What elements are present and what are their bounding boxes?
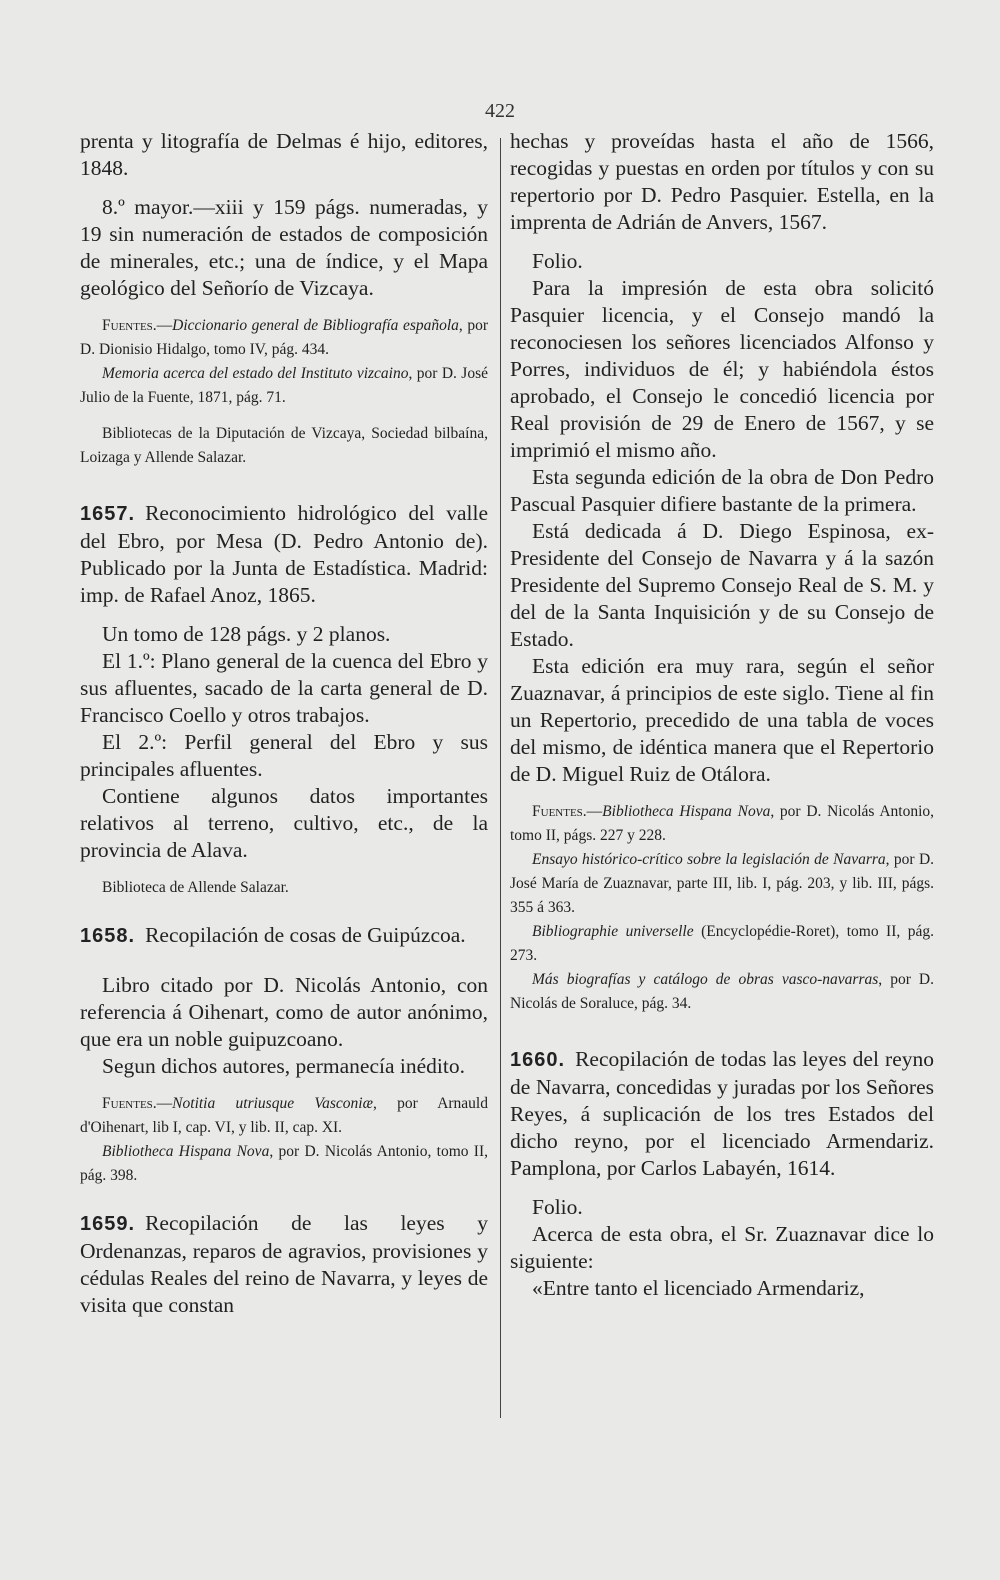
edition-note: Esta segunda edición de la obra de Don Pedro Pascual Pasquier difiere bastante de la primera. [510,465,934,516]
entry-1657-plan-1: El 1.º: Plano general de la cuenca del Ebro y sus afluentes, sacado de la carta general de D. Francisco Coello y otros trabajos. [80,649,488,727]
entry-1657-contents: Contiene algunos datos importantes relativos al terreno, cultivo, etc., de la provincia de Alava. [80,784,488,862]
entry-number: 1658. [80,925,136,947]
rarity-note: Esta edición era muy rara, según el señor Zuaznavar, á principios de este siglo. Tiene al fin un Repertorio, precedido de una tabla de voces del mismo, de idéntica manera que el Repertorio de D. Miguel Ruiz de Otálora. [510,654,934,786]
entry-1660-quote: «Entre tanto el licenciado Armendariz, [532,1276,865,1300]
entry-1658-status: Segun dichos autores, permanecía inédito. [102,1054,466,1078]
entry-number: 1657. [80,503,136,525]
entry-1658-note: Libro citado por D. Nicolás Antonio, con referencia á Oihenart, como de autor anónimo, que era un noble guipuzcoano. [80,973,488,1051]
library-holdings: Bibliotecas de la Diputación de Vizcaya, Sociedad bilbaína, Loizaga y Allende Salazar. [80,425,488,466]
entry-1658-sources-2: Bibliotheca Hispana Nova, por D. Nicolás Antonio, tomo II, pág. 398. [80,1143,489,1184]
dedication-note: Está dedicada á D. Diego Espinosa, ex-Presidente del Consejo de Navarra y á la sazón Presidente del Supremo Consejo Real de S. M. y del de la Santa Inquisición y de su Consejo de Estado. [510,519,934,651]
sources-1659-2: Ensayo histórico-crítico sobre la legislación de Navarra, por D. José María de Zuaznavar, parte III, lib. I, pág. 203, y lib. III, págs. 355 á 363. [510,851,935,916]
license-note: Para la impresión de esta obra solicitó Pasquier licencia, y el Consejo mandó la reconociesen los señores licenciados Alfonso y Porres, individuos de él; y habiéndola éstos aprobado, el Consejo le concedió licencia por Real provisión de 29 de Enero de 1567, y se imprimió el mismo año. [510,276,934,462]
continued-entry-text: prenta y litografía de Delmas é hijo, editores, 1848. [80,129,488,180]
physical-description: 8.º mayor.—xiii y 159 págs. numeradas, y 19 sin numeración de estados de composición de minerales, etc.; una de índice, y el Mapa geológico del Señorío de Vizcaya. [80,195,488,300]
sources-note-2: Memoria acerca del estado del Instituto vizcaino, por D. José Julio de la Fuente, 1871, pág. 71. [80,365,488,406]
entry-1660-format: Folio. [532,1195,583,1219]
column-divider [500,138,501,1418]
entry-title: Recopilación de las leyes y Ordenanzas, reparos de agravios, provisiones y cédulas Reales del reino de Navarra, y leyes de visita que constan [80,1211,488,1317]
entry-1658-sources: Fuentes.—Notitia utriusque Vasconiæ, por Arnauld d'Oihenart, lib I, cap. VI, y lib. II, cap. XI. [80,1095,488,1136]
page-number: 422 [485,100,515,122]
entry-title: Recopilación de todas las leyes del reyno de Navarra, concedidas y juradas por los Señores Reyes, á suplicación de los tres Estados del dicho reyno, por el licenciado Armendariz. Pamplona, por Carlos Labayén, 1614. [510,1047,934,1180]
sources-1659-3: Bibliographie universelle (Encyclopédie-Roret), tomo II, pág. 273. [510,923,934,964]
entry-1660-note: Acerca de esta obra, el Sr. Zuaznavar dice lo siguiente: [510,1222,934,1273]
entry-1660 [510,1046,934,1182]
entry-number: 1659. [80,1213,136,1235]
entry-title: Reconocimiento hidrológico del valle del Ebro, por Mesa (D. Pedro Antonio de). Publicado por la Junta de Estadística. Madrid: imp. de Rafael Anoz, 1865. [80,501,488,607]
entry-1658 [80,922,488,950]
format-note: Folio. [532,249,583,273]
entry-number: 1660. [510,1049,566,1071]
entry-1657-extent: Un tomo de 128 págs. y 2 planos. [102,622,391,646]
sources-note: Fuentes.—Diccionario general de Bibliografía española, por D. Dionisio Hidalgo, tomo IV, pág. 434. [80,317,488,358]
entry-1657 [80,500,488,609]
entry-1657-plan-2: El 2.º: Perfil general del Ebro y sus principales afluentes. [80,730,488,781]
right-column [510,128,934,1302]
continued-entry-title: hechas y proveídas hasta el año de 1566, recogidas y puestas en orden por títulos y con su repertorio por D. Pedro Pasquier. Estella, en la imprenta de Adrián de Anvers, 1567. [510,129,934,234]
entry-title: Recopilación de cosas de Guipúzcoa. [145,923,466,947]
sources-1659-4: Más biografías y catálogo de obras vasco-navarras, por D. Nicolás de Soraluce, pág. 34. [510,971,935,1012]
sources-1659: Fuentes.—Bibliotheca Hispana Nova, por D. Nicolás Antonio, tomo II, págs. 227 y 228. [510,803,935,844]
left-column [80,128,488,1319]
entry-1657-library: Biblioteca de Allende Salazar. [102,879,289,896]
entry-1659 [80,1210,488,1319]
